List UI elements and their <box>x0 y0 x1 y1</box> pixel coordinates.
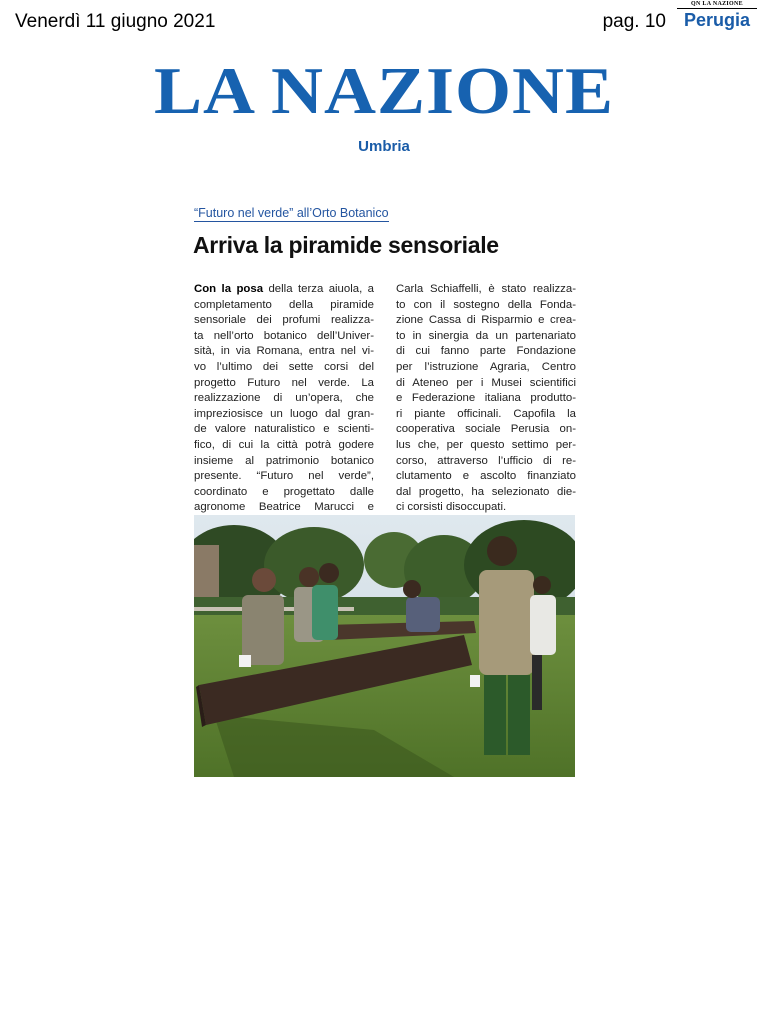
article-line: presente. “Futuro nel verde”, <box>194 470 374 483</box>
page-number: pag. 10 <box>602 11 666 32</box>
article-line: corso, attraverso l’ufficio di re- <box>396 454 576 467</box>
article-line: cooperativa sociale Perusia on- <box>396 423 576 436</box>
article-line: to con il sostegno della Fonda- <box>396 298 576 311</box>
article-line: insieme al patrimonio botanico <box>194 454 374 467</box>
article-line: vo l’ultimo dei sette corsi del <box>194 360 374 373</box>
edition-badge <box>676 0 758 34</box>
article-line: e Federazione italiana produtto- <box>396 392 576 405</box>
garden-workers-illustration <box>194 515 575 777</box>
edition-city: Perugia <box>683 10 751 30</box>
region-label: Umbria <box>358 138 410 155</box>
article-line: dal progetto, ha selezionato die- <box>396 485 576 498</box>
article-kicker: “Futuro nel verde” all’Orto Botanico <box>194 206 389 220</box>
article-headline: Arriva la piramide sensoriale <box>193 232 499 258</box>
article-column-right <box>396 282 576 516</box>
article-line: completamento della piramide <box>194 298 374 311</box>
article-line: ri piante officinali. Capofila la <box>396 407 576 420</box>
article-line: di cui fanno parte Fondazione <box>396 345 576 358</box>
article-line: realizzazione di un’opera, che <box>194 392 374 405</box>
article-line: fico, di cui la città potrà godere <box>194 438 374 451</box>
article-line: ci corsisti disoccupati. <box>396 501 507 514</box>
article-line: impreziosisce un luogo dal gran- <box>194 407 374 420</box>
article-lead: Con la posa <box>194 283 264 295</box>
article-line: Con la posa della terza aiuola, a <box>194 283 375 295</box>
article-line: to in sinergia da un partenariato <box>396 329 576 342</box>
article-line: sità, in via Romana, entra nel vi- <box>194 345 374 358</box>
article-photo <box>194 515 575 777</box>
article-line: sensoriale dei profumi realizza- <box>194 314 374 327</box>
article-line: clutamento e ascolto finanziato <box>396 470 576 483</box>
article-line: per l’istruzione Agraria, Centro <box>396 360 576 373</box>
article-line: ta nell’orto botanico dell’Univer- <box>194 329 374 342</box>
article-line: de valore naturalistico e scienti- <box>194 423 374 436</box>
publication-date: Venerdì 11 giugno 2021 <box>15 11 216 32</box>
article-line: di Ateneo per i Musei scientifici <box>396 376 576 389</box>
edition-divider <box>677 8 757 9</box>
edition-tag: QN LA NAZIONE <box>691 1 743 7</box>
article-line: agronome Beatrice Marucci e <box>194 501 374 514</box>
article-line: progetto Futuro nel verde. La <box>194 376 374 389</box>
article-line: lus che, per questo settimo per- <box>396 438 576 451</box>
article-line: coordinato e progettato dalle <box>194 485 374 498</box>
newspaper-masthead: LA NAZIONE <box>153 54 615 128</box>
article-line: zione Cassa di Risparmio e crea- <box>396 314 576 327</box>
article-column-left <box>194 282 374 516</box>
article-line: Carla Schiaffelli, è stato realizza- <box>396 283 576 295</box>
